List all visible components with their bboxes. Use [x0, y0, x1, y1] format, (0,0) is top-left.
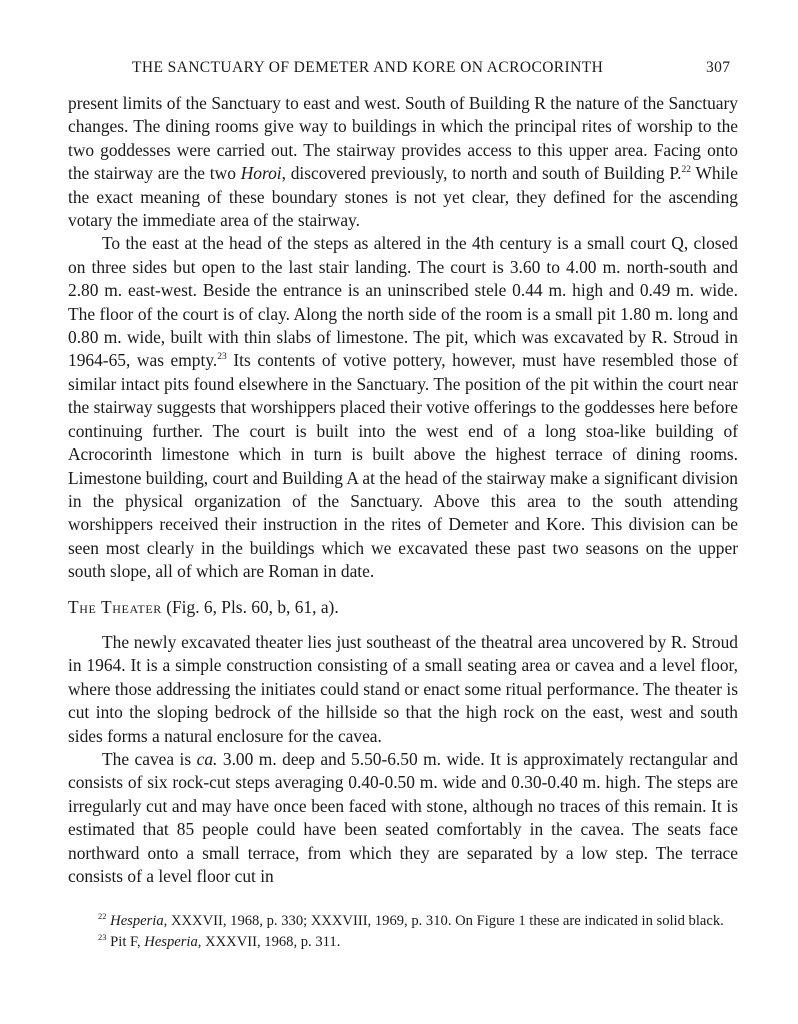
footnote-ref-22[interactable]: 22	[681, 165, 692, 176]
italic-term: ca.	[196, 748, 218, 769]
paragraph-1: present limits of the Sanctuary to east and west. South of Building R the nature of the Sanctuary changes. The dining rooms give way to buildings in which the principal rites of worship to the two goddesses were carried out. The stairway provides access to this upper area. Facing onto the stairway are the two Horoi, discovered previously, to north and south of Building P.$^{22}$ While the exact meaning of these boundary stones is not yet clear, they defined for the ascending votary the immediate area of the stairway.	[68, 93, 738, 231]
section-heading	[68, 596, 738, 619]
paragraph-3: The newly excavated theater lies just southeast of the theatral area uncovered by R. Stroud in 1964. It is a simple construction consisting of a small seating area or cavea and a level floor, where those addressing the initiates could stand or enact some ritual performance. The theater is cut into the sloping bedrock of the hillside so that the high rock on the east, west and south sides forms a natural enclosure for the cavea.	[68, 631, 738, 746]
section-title: The Theater	[68, 596, 162, 617]
section-figure-ref: (Fig. 6, Pls. 60, b, 61, a).	[161, 596, 339, 617]
main-text	[68, 92, 738, 888]
paragraph-4: The cavea is ca. 3.00 m. deep and 5.50-6.50 m. wide. It is approximately rectangular and consists of six rock-cut steps averaging 0.40-0.50 m. wide and 0.30-0.40 m. high. The steps are irregularly cut and may have once been faced with stone, although no traces of this remain. It is estimated that 85 people could have been seated comfortably in the cavea. The seats face northward onto a small terrace, from which they are separated by a low step. The terrace consists of a level floor cut in	[68, 748, 739, 886]
paragraph-2: To the east at the head of the steps as altered in the 4th century is a small court Q, closed on three sides but open to the last stair landing. The court is 3.60 to 4.00 m. north-south and 2.80 m. east-west. Beside the entrance is an uninscribed stele 0.44 m. high and 0.49 m. wide. The floor of the court is of clay. Along the north side of the room is a small pit 1.80 m. long and 0.80 m. wide, built with thin slabs of limestone. The pit, which was excavated by R. Stroud in 1964-65, was empty.$^{23}$ Its contents of votive pottery, however, must have resembled those of similar intact pits found elsewhere in the Sanctuary. The position of the pit within the court near the stairway suggests that worshippers placed their votive offerings to the goddesses here before continuing further. The court is built into the west end of a long stoa-like building of Acrocorinth limestone which in turn is built above the highest terrace of dining rooms. Limestone building, court and Building A at the head of the stairway make a significant division in the physical organization of the Sanctuary. Above this area to the south attending worshippers received their instruction in the rites of Demeter and Kore. This division can be seen most clearly in the buildings which we excavated these past two seasons on the upper south slope, all of which are Roman in date.	[68, 233, 738, 582]
running-title: THE SANCTUARY OF DEMETER AND KORE ON ACROCORINTH	[132, 59, 604, 76]
footnotes	[68, 911, 738, 952]
footnote-22: $^{22}$ Hesperia, XXXVII, 1968, p. 330; XXXVIII, 1969, p. 310. On Figure 1 these are indicated in solid black.	[98, 911, 724, 929]
page-number: 307	[706, 59, 731, 76]
footnote-23: $^{23}$ Pit F, Hesperia, XXXVII, 1968, p. 311.	[98, 931, 341, 950]
italic-term: Horoi	[240, 163, 282, 184]
footnote-ref-23[interactable]: 23	[217, 352, 227, 363]
running-header	[0, 59, 798, 79]
